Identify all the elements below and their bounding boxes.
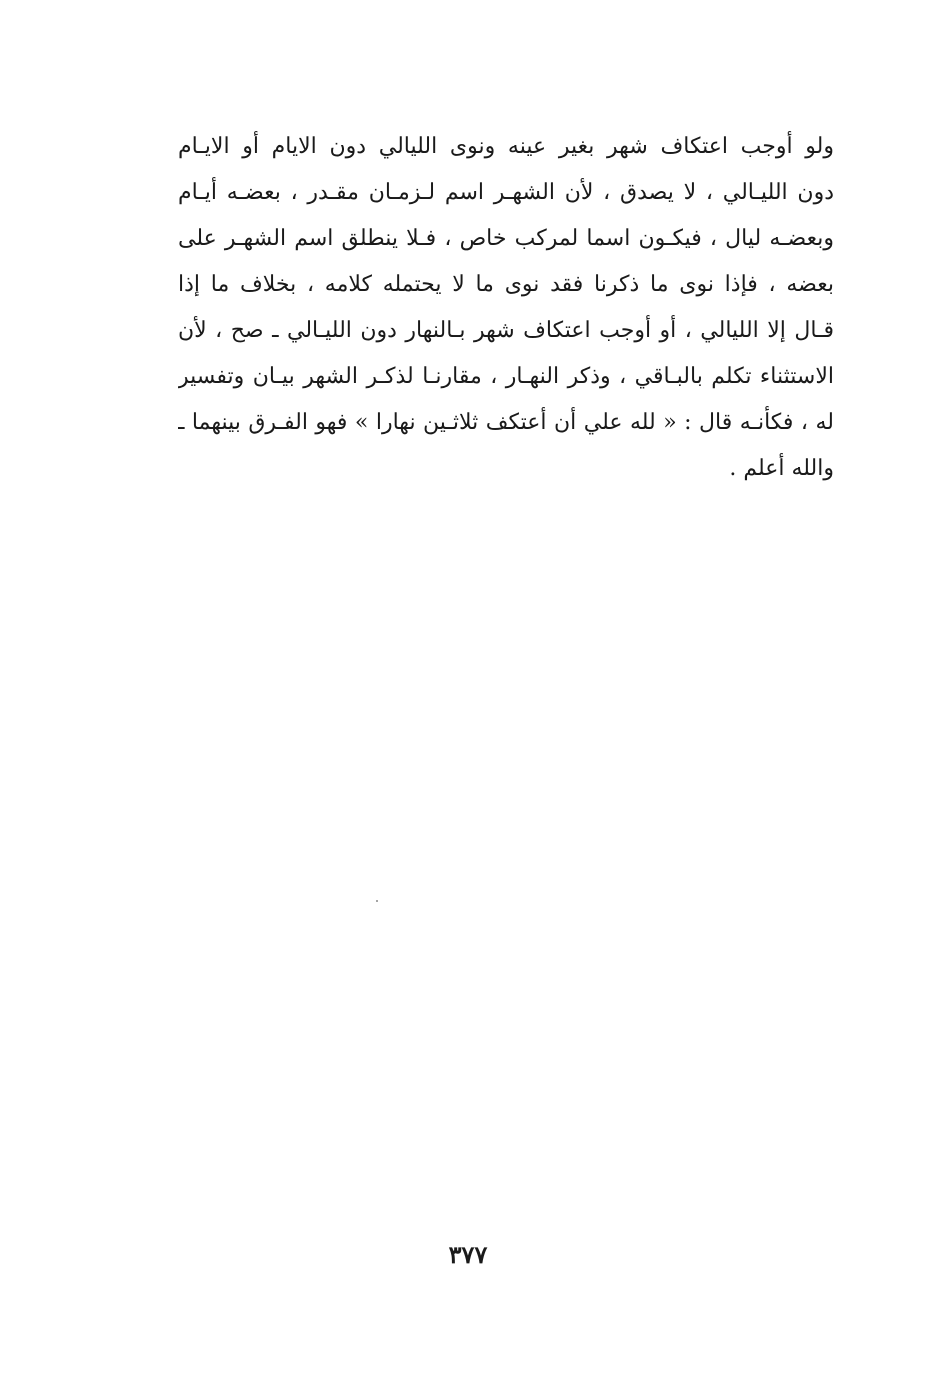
text-line: له ، فكأنـه قال : « لله علي أن أعتكف ثلاثـين نهارا » فهو الفـرق بينهما ـ [178, 410, 834, 435]
body-text [178, 124, 834, 492]
text-line: وبعضـه ليال ، فيكـون اسما لمركب خاص ، فـلا ينطلق اسم الشهـر على [178, 226, 834, 251]
page-number: ٣٧٧ [448, 1240, 488, 1269]
text-line: دون الليـالي ، لا يصدق ، لأن الشهـر اسم لـزمـان مقـدر ، بعضـه أيـام [178, 180, 834, 205]
text-line: الاستثناء تكلم بالبـاقي ، وذكر النهـار ، مقارنـا لذكـر الشهر بيـان وتفسير [178, 364, 834, 389]
text-line: قـال إلا الليالي ، أو أوجب اعتكاف شهر بـالنهار دون الليـالي ـ صح ، لأن [178, 318, 834, 343]
text-line: ولو أوجب اعتكاف شهر بغير عينه ونوى الليالي دون الايام أو الايـام [178, 134, 834, 159]
text-line: بعضه ، فإذا نوى ما ذكرنا فقد نوى ما لا يحتمله كلامه ، بخلاف ما إذا [178, 272, 834, 297]
scan-speck [376, 900, 378, 902]
text-line: والله أعلم . [729, 456, 834, 481]
